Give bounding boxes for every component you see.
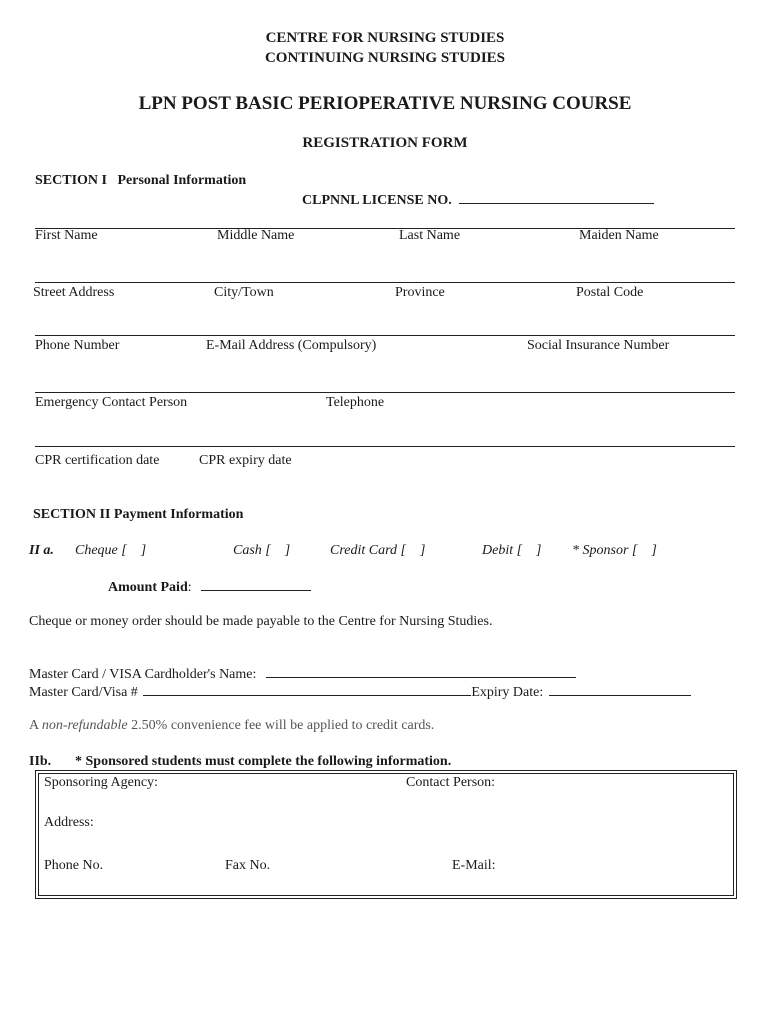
expiry-label: Expiry Date:: [471, 685, 544, 700]
amount-paid-label: Amount Paid: [108, 580, 188, 595]
cardholder-field[interactable]: [29, 665, 576, 683]
license-input-line[interactable]: [459, 191, 654, 204]
social-insurance-label: Social Insurance Number: [527, 338, 670, 353]
telephone-label: Telephone: [326, 395, 385, 410]
amount-paid-field[interactable]: Amount Paid:: [108, 578, 311, 596]
card-number-label: Master Card/Visa #: [29, 685, 138, 700]
sponsor-box-inner: [38, 773, 734, 896]
fee-note: [29, 718, 434, 734]
course-title: LPN POST BASIC PERIOPERATIVE NURSING COURSE: [138, 93, 632, 114]
section-1-title: SECTION I Personal Information: [35, 173, 247, 188]
email-label: E-Mail:: [452, 858, 496, 873]
section-2b-title: * Sponsored students must complete the following information.: [75, 754, 452, 769]
street-address-label: Street Address: [33, 285, 115, 300]
emergency-contact-label: Emergency Contact Person: [35, 395, 188, 410]
cheque-checkbox[interactable]: Cheque [ ]: [75, 543, 147, 558]
divider-line-3: [35, 335, 735, 336]
sponsor-checkbox[interactable]: * Sponsor [ ]: [572, 543, 657, 558]
address-label: Address:: [44, 815, 94, 830]
fax-no-label: Fax No.: [225, 858, 271, 873]
fee-note-rest: 2.50% convenience fee will be applied to credit cards.: [131, 718, 435, 733]
cardholder-label: Master Card / VISA Cardholder's Name:: [29, 667, 257, 682]
cardholder-input-line[interactable]: [266, 665, 576, 678]
phone-number-label: Phone Number: [35, 338, 120, 353]
fee-note-prefix: A: [29, 718, 39, 733]
city-town-label: City/Town: [214, 285, 274, 300]
cash-checkbox[interactable]: Cash [ ]: [233, 543, 291, 558]
expiry-input-line[interactable]: [549, 683, 691, 696]
divider-line-2: [35, 282, 735, 283]
cheque-note: Cheque or money order should be made payable to the Centre for Nursing Studies.: [29, 614, 493, 629]
divider-line-5: [35, 446, 735, 447]
cpr-expiry-label: CPR expiry date: [199, 453, 292, 468]
contact-person-label: Contact Person:: [406, 775, 496, 790]
phone-no-label: Phone No.: [44, 858, 104, 873]
email-address-label: E-Mail Address (Compulsory): [206, 338, 377, 353]
debit-checkbox[interactable]: Debit [ ]: [482, 543, 542, 558]
first-name-label: First Name: [35, 228, 98, 243]
header-line-2: CONTINUING NURSING STUDIES: [264, 50, 506, 66]
form-title: REGISTRATION FORM: [302, 135, 468, 151]
license-label: CLPNNL LICENSE NO.: [302, 193, 452, 208]
card-number-field[interactable]: [29, 683, 691, 701]
amount-paid-input-line[interactable]: [201, 578, 311, 591]
header-line-1: CENTRE FOR NURSING STUDIES: [265, 30, 505, 46]
middle-name-label: Middle Name: [217, 228, 295, 243]
fee-note-emphasis: non-refundable: [41, 718, 128, 733]
province-label: Province: [395, 285, 445, 300]
divider-line-4: [35, 392, 735, 393]
section-2b-label: IIb.: [29, 754, 52, 769]
last-name-label: Last Name: [399, 228, 461, 243]
sponsoring-agency-label: Sponsoring Agency:: [44, 775, 158, 790]
credit-card-checkbox[interactable]: Credit Card [ ]: [330, 543, 426, 558]
section-2-title: SECTION II Payment Information: [33, 507, 244, 522]
cpr-certification-label: CPR certification date: [35, 453, 160, 468]
card-number-input-line[interactable]: [143, 683, 471, 696]
maiden-name-label: Maiden Name: [579, 228, 659, 243]
postal-code-label: Postal Code: [576, 285, 644, 300]
license-field[interactable]: [302, 191, 654, 209]
option-label: II a.: [29, 543, 54, 558]
